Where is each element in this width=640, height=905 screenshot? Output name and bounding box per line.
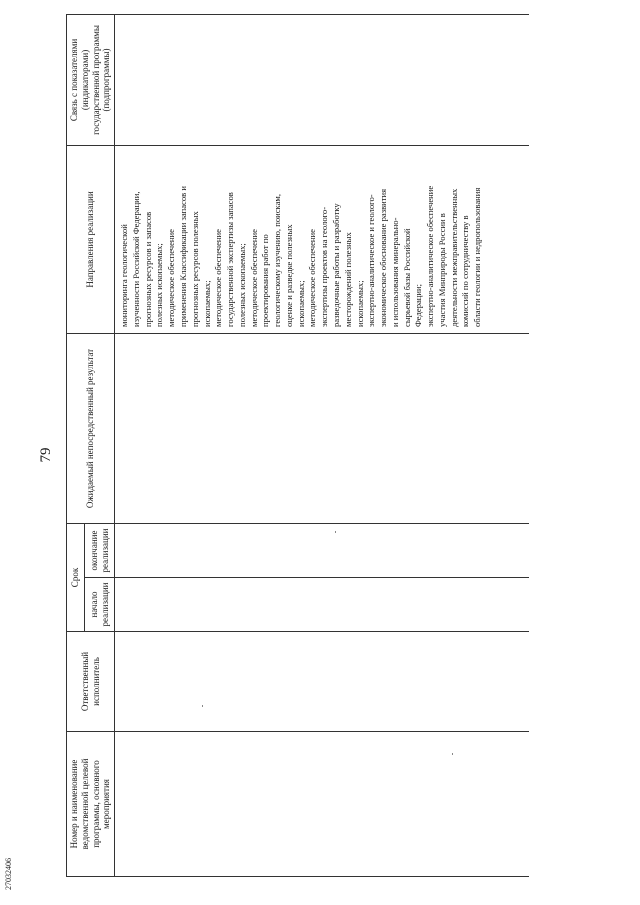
directions-line: экспертно-аналитическое и геолого- xyxy=(366,194,377,327)
directions-line: мониторинга геологической xyxy=(119,224,130,327)
cell-term-end xyxy=(115,523,530,577)
document-code: 27032406 xyxy=(4,858,13,890)
header-executor: Ответственный исполнитель xyxy=(67,632,115,732)
directions-line: месторождений полезных xyxy=(342,232,353,327)
directions-line: экономическое обоснование развития xyxy=(378,188,389,327)
directions-line: ископаемых; xyxy=(354,280,365,327)
cell-term-start xyxy=(115,578,530,632)
cell-indicators xyxy=(115,14,530,145)
directions-line: сырьевой базы Российской xyxy=(401,228,412,327)
directions-line: изученности Российской Федерации, xyxy=(130,191,141,327)
directions-line: геологическому изучению, поискам, xyxy=(272,194,283,327)
program-table xyxy=(66,14,529,877)
header-term-start: начало реализации xyxy=(84,578,114,632)
scan-speck xyxy=(335,531,336,533)
header-term-end: окончание реализации xyxy=(84,523,114,577)
cell-number-name xyxy=(115,732,530,877)
directions-line: области геологии и недропользования xyxy=(472,187,483,327)
directions-line: экспертизы проектов на геолого- xyxy=(319,206,330,327)
directions-line: и использования минерально- xyxy=(389,217,400,327)
directions-line: участия Минприроды России в xyxy=(436,213,447,327)
cell-result xyxy=(115,333,530,523)
directions-line: методическое обеспечение xyxy=(248,229,259,327)
header-number-name: Номер и наименование ведомственной целевой программы, основного мероприятия xyxy=(67,732,115,877)
directions-line: оценке и разведке полезных xyxy=(283,224,294,327)
directions-line: методическое обеспечение xyxy=(213,229,224,327)
directions-line: ископаемых; xyxy=(201,280,212,327)
directions-line: методическое обеспечение xyxy=(307,229,318,327)
directions-line: полезных ископаемых; xyxy=(154,243,165,327)
header-term: Срок xyxy=(67,523,85,631)
cell-executor xyxy=(115,632,530,732)
directions-line: полезных ископаемых; xyxy=(236,243,247,327)
table-row xyxy=(115,14,530,876)
directions-line: прогнозных ресурсов и запасов xyxy=(142,211,153,327)
directions-line: разведочные работы и разработку xyxy=(330,203,341,327)
directions-line: прогнозных ресурсов полезных xyxy=(189,211,200,327)
directions-line: деятельности межправительственных xyxy=(448,188,459,327)
header-directions: Направления реализации xyxy=(67,145,115,333)
cell-directions xyxy=(115,145,530,333)
directions-line: ископаемых; xyxy=(295,280,306,327)
scan-speck xyxy=(452,753,453,755)
directions-line: методическое обеспечение xyxy=(166,229,177,327)
directions-line: Федерации; xyxy=(413,284,424,327)
header-indicators: Связь с показателями (индикаторами) государственной программы (подпрограммы) xyxy=(67,14,115,145)
header-result: Ожидаемый непосредственный результат xyxy=(67,333,115,523)
directions-line: применения Классификации запасов и xyxy=(178,186,189,327)
scan-speck xyxy=(202,705,203,707)
directions-line: комиссий по сотрудничеству в xyxy=(460,215,471,327)
directions-line: экспертно-аналитическое обеспечение xyxy=(425,185,436,327)
directions-line: государственной экспертизы запасов xyxy=(225,192,236,327)
directions-text xyxy=(115,146,488,333)
directions-line: проектирования работ по xyxy=(260,234,271,327)
page-number: 79 xyxy=(38,447,54,463)
